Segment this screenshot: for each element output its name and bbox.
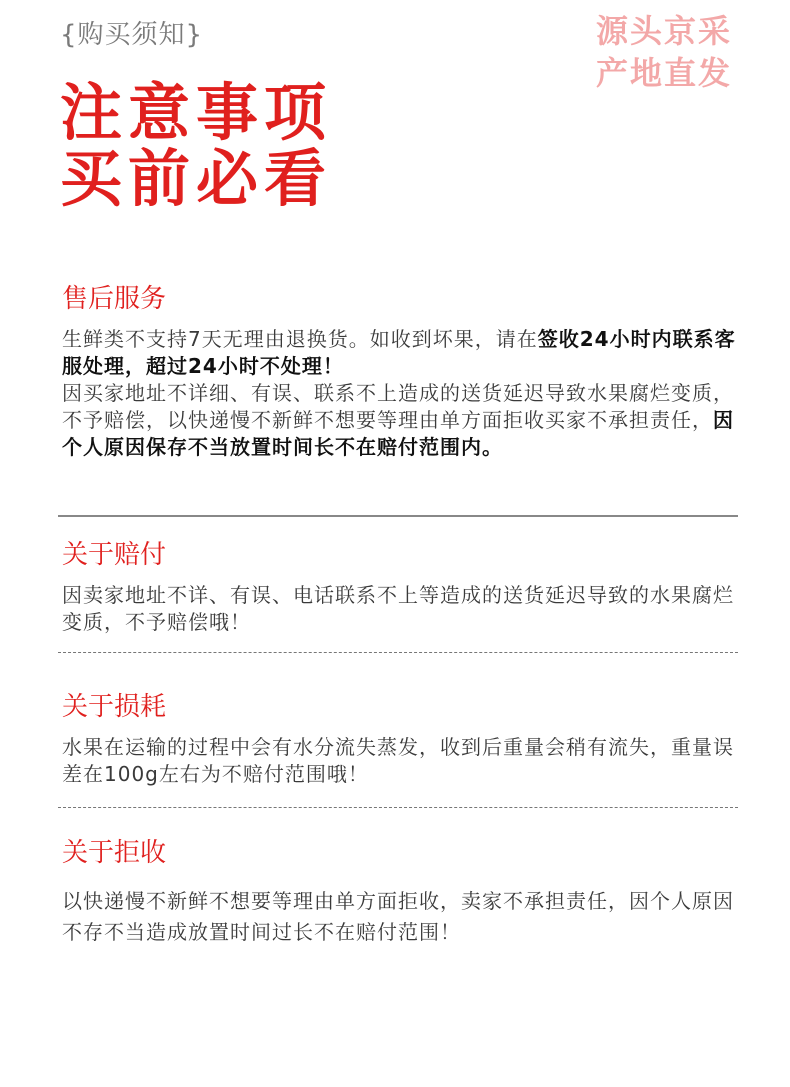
stamp-line-2: 产地直发 [595,54,732,92]
section-title: 关于赔付 [62,540,167,570]
hero-title-line-2: 买前必看 [60,142,333,215]
hero-title [60,76,333,215]
divider-dashed [58,652,738,653]
section-rejection [62,836,738,948]
section-body: 因卖家地址不详、有误、电话联系不上等造成的送货延迟导致的水果腐烂变质，不予赔偿哦！ [62,583,734,634]
divider-solid [58,515,738,517]
section-title: 关于损耗 [62,692,167,722]
stamp-line-1: 源头京采 [595,12,732,50]
section-title: 售后服务 [62,284,167,314]
section-body [62,326,738,461]
section-body: 以快递慢不新鲜不想要等理由单方面拒收，卖家不承担责任，因个人原因不存不当造成放置时间过长不在赔付范围！ [62,889,734,944]
section-title: 关于拒收 [62,838,167,868]
body-text: 因买家地址不详细、有误、联系不上造成的送货延迟导致水果腐烂变质，不予赔偿，以快递慢不新鲜不想要等理由单方面拒收买家不承担责任， [62,381,734,432]
section-body: 水果在运输的过程中会有水分流失蒸发，收到后重量会稍有流失，重量误差在100g左右为不赔付范围哦！ [62,735,734,786]
section-compensation [62,538,738,636]
body-text: 生鲜类不支持7天无理由退换货。如收到坏果，请在 [62,327,538,351]
section-loss [62,690,738,788]
divider-dashed [58,807,738,808]
body-emphasis: 因个人原因保存不当放置时间长不在赔付范围内。 [62,408,734,459]
body-emphasis: 签收24小时内联系客服处理，超过24小时不处理！ [62,327,736,378]
origin-stamp [596,10,732,94]
section-after-sales [62,282,738,461]
purchase-notice-tag: {购买须知} [60,20,204,50]
hero-title-line-1: 注意事项 [60,76,333,149]
